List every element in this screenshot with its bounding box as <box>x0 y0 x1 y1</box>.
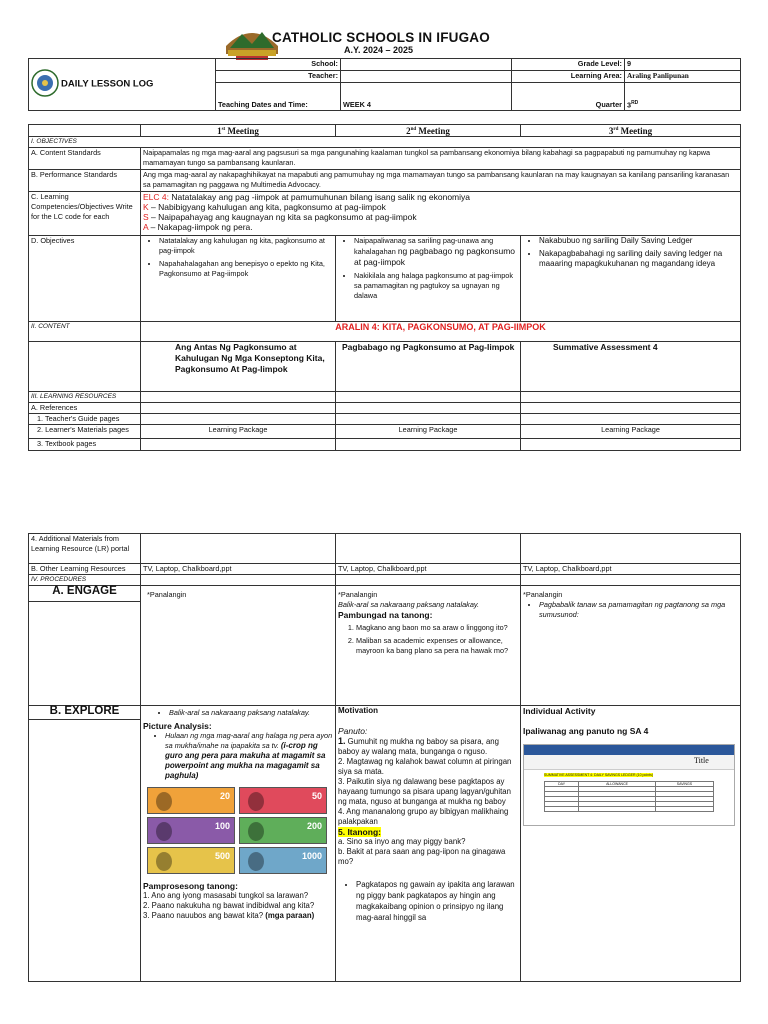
deped-seal-icon <box>31 69 59 100</box>
empty-cell <box>336 575 521 586</box>
engage-meeting-1: *Panalangin <box>141 586 336 706</box>
academic-year: A.Y. 2024 – 2025 <box>344 45 414 55</box>
lp-meeting-3: Learning Package <box>521 425 741 439</box>
learning-resources-label: III. LEARNING RESOURCES <box>29 392 141 403</box>
bill-value: 1000 <box>301 851 322 861</box>
peso-bill <box>147 817 235 844</box>
bill-portrait-icon <box>248 822 264 841</box>
bill-portrait-icon <box>156 792 172 811</box>
area-value: Araling Panlipunan <box>625 71 741 83</box>
objectives-meeting-2: • Naipapaliwanag sa sariling pag-unawa ang kahalagahan ng pagbabago ng pagkonsumo at pag-iimpok • Nakikilala ang halaga pagkonsumo at pag-iimpok sa pamamagitan ng pagtukoy sa ugnayan ng dalawa <box>336 236 521 322</box>
peso-bill <box>239 847 327 874</box>
empty-cell <box>336 403 521 414</box>
explore-heading: B. EXPLORE <box>29 706 141 720</box>
empty-cell <box>521 403 741 414</box>
lp-meeting-1: Learning Package <box>141 425 336 439</box>
explore-meeting-2: Motivation Panuto: 1. Gumuhit ng mukha ng baboy sa pisara, ang baboy ay walang mata, bunganga o nguso. 2. Magtawag ng kalahok bawat column at piringan siya sa mata. 3. Paikutin siya ng dalawang bese pagktapos ay hayaang tumungo sa pisara upang lagyan/guhitan ng mata, nguso at bunganga at mukha ng baboy 4. Ang mananalong grupo ay bibigyan malikhaing palakpakan 5. Itanong: a. Sino sa inyo ang may piggy bank? b. Bakit at para saan ang pag-iipon na ginagawa mo? • Pagkatapos ng gawain ay ipakita ang larawan ng piggy bank pagkatapos ay hingin ang magkakaibang opinion o prinsipyo ng ilang mag-aaral hinggil sa <box>336 706 521 982</box>
empty-cell <box>141 403 336 414</box>
topic-meeting-1: Ang Antas Ng Pagkonsumo at Kahulugan Ng Mga Konseptong Kita, Pagkonsumo At Pag-Iimpok <box>141 342 336 392</box>
header-info-table <box>28 58 741 111</box>
empty-cell <box>521 439 741 451</box>
peso-bill <box>147 847 235 874</box>
empty-cell <box>336 392 521 403</box>
topic-blank <box>29 342 141 392</box>
performance-standards-text: Ang mga mag-aaral ay nakapaghihikayat na mapabuti ang pamumuhay ng mga mamamayan tungo sa pambansang kaunlaran na may kaugnayan sa kanilang pansariling karanasan sa pamamagitan ng paggawa ng Multimedia Advocacy. <box>141 170 741 192</box>
empty-cell <box>141 534 336 564</box>
objectives-row: I. OBJECTIVES <box>29 137 741 148</box>
empty-cell <box>141 575 336 586</box>
objectives-meeting-3: • Nakabubuo ng sariling Daily Saving Ledger • Nakapagbabahagi ng sariling daily saving ledger na maaaring mapagkukuhanan ng magandang ideya <box>521 236 741 322</box>
peso-bills-image <box>147 787 327 877</box>
lp-meeting-2: Learning Package <box>336 425 521 439</box>
bill-portrait-icon <box>156 822 172 841</box>
empty-cell <box>29 720 141 982</box>
learners-materials-label: 2. Learner's Materials pages <box>29 425 141 439</box>
empty-cell <box>521 414 741 425</box>
bill-value: 100 <box>214 821 230 831</box>
empty-cell <box>521 392 741 403</box>
explore-meeting-3: Individual Activity Ipaliwanag ang panuto ng SA 4 Title SUMMATIVE ASSESSMENT 4: DAILY SAVINGS LEDGER (10 points) DAY ALLOWANCE SAVINGS <box>521 706 741 982</box>
bill-portrait-icon <box>156 852 172 871</box>
dates-label: Teaching Dates and Time: <box>216 83 341 111</box>
bill-value: 500 <box>214 851 230 861</box>
bill-portrait-icon <box>248 852 264 871</box>
school-label: School: <box>216 59 341 71</box>
area-label: Learning Area: <box>512 71 625 83</box>
lesson-table-page1 <box>28 124 741 451</box>
empty-cell <box>336 414 521 425</box>
quarter-value: 3RD <box>625 83 741 111</box>
bill-value: 50 <box>311 791 322 801</box>
competencies-label: C. Learning Competencies/Objectives Write for the LC code for each <box>29 192 141 236</box>
tv-meeting-3: TV, Laptop, Chalkboard,ppt <box>521 564 741 575</box>
bill-value: 200 <box>306 821 322 831</box>
content-standards-label: A. Content Standards <box>29 148 141 170</box>
teacher-value <box>341 71 512 83</box>
other-resources-label: B. Other Learning Resources <box>29 564 141 575</box>
explore-meeting-1: • Balik-aral sa nakaraang paksang natalakay. Picture Analysis: • Hulaan ng mga mag-aaral ang halaga ng pera ayon sa mukha/imahe na ipapakita sa tv. (i-crop ng guro ang pera para makuha at magamit sa powerpoint ang mukha na magagamit sa paghula) 20 50 100 200 500 1000 Pamprosesong tanong: 1. Ano ang iyong masasabi tungkol sa larawan? 2. Paano nakukuha ng bawat indibidwal ang kita? 3. Paano nauubos ang bawat kita? (mga paraan) <box>141 706 336 982</box>
empty-cell <box>336 439 521 451</box>
empty-cell <box>141 392 336 403</box>
empty-cell <box>141 414 336 425</box>
empty-cell <box>521 534 741 564</box>
objectives-label: D. Objectives <box>29 236 141 322</box>
bill-portrait-icon <box>248 792 264 811</box>
blank-corner <box>29 125 141 137</box>
engage-meeting-3: *Panalangin • Pagbabalik tanaw sa pamamagitan ng pagtanong sa mga sumusunod: <box>521 586 741 706</box>
week-value: WEEK 4 <box>341 83 512 111</box>
empty-cell <box>521 575 741 586</box>
content-standards-text: Naipapamalas ng mga mag-aaral ang pagsusuri sa mga pangunahing kaalaman tungkol sa pambansang ekonomiya bilang kabahagi sa pagpapabuti ng pamumuhay ng kapwa mamamayan tungo sa pambansang kaunlaran. <box>141 148 741 170</box>
content-label: II. CONTENT <box>29 322 141 342</box>
peso-bill <box>239 787 327 814</box>
engage-meeting-2: *Panalangin Balik-aral sa nakaraang paksang natalakay. Pambungad na tanong: 1. Magkano ang baon mo sa araw o linggong ito? 2. Maliban sa academic expenses or allowance, mayroon ka bang plano sa pera na hawak mo? <box>336 586 521 706</box>
performance-standards-label: B. Performance Standards <box>29 170 141 192</box>
peso-bill <box>239 817 327 844</box>
empty-cell <box>141 439 336 451</box>
engage-heading: A. ENGAGE <box>29 586 141 602</box>
grade-value: 9 <box>625 59 741 71</box>
empty-cell <box>336 534 521 564</box>
empty-cell <box>29 602 141 706</box>
additional-materials-label: 4. Additional Materials from Learning Resource (LR) portal <box>29 534 141 564</box>
school-title: CATHOLIC SCHOOLS IN IFUGAO <box>272 30 490 45</box>
meeting-3-header: 3rd Meeting <box>521 125 741 137</box>
assessment-screenshot: Title SUMMATIVE ASSESSMENT 4: DAILY SAVINGS LEDGER (10 points) DAY ALLOWANCE SAVINGS <box>523 744 735 826</box>
savings-ledger-table: DAY ALLOWANCE SAVINGS <box>544 781 714 812</box>
tv-meeting-2: TV, Laptop, Chalkboard,ppt <box>336 564 521 575</box>
objectives-meeting-1: • Natatalakay ang kahulugan ng kita, pagkonsumo at pag-iimpok • Napahahalagahan ang benepisyo o epekto ng Kita, Pagkonsumo at Pag-iimpok <box>141 236 336 322</box>
procedures-label: IV. PROCEDURES <box>29 575 141 586</box>
meeting-1-header: 1st Meeting <box>141 125 336 137</box>
topic-meeting-2: Pagbabago ng Pagkonsumo at Pag-Iimpok <box>336 342 521 392</box>
lesson-table-page2 <box>28 533 741 982</box>
competencies-text: ELC 4: Natatalakay ang pag -iimpok at pamumuhunan bilang isang salik ng ekonomiya K – Nabibigyang kahulugan ang kita, pagkonsumo at pag-iimpok S – Naipapahayag ang kaugnayan ng kita sa pagkonsumo at pag-iimpok A – Nakapag-iimpok ng pera. <box>141 192 741 236</box>
bill-value: 20 <box>219 791 230 801</box>
school-value <box>341 59 512 71</box>
references-label: A. References <box>29 403 141 414</box>
teachers-guide-label: 1. Teacher's Guide pages <box>29 414 141 425</box>
tv-meeting-1: TV, Laptop, Chalkboard,ppt <box>141 564 336 575</box>
peso-bill <box>147 787 235 814</box>
meeting-2-header: 2nd Meeting <box>336 125 521 137</box>
quarter-label: Quarter <box>512 83 625 111</box>
aralin-title: ARALIN 4: KITA, PAGKONSUMO, AT PAG-IIMPOK <box>141 322 741 342</box>
log-title-cell <box>29 59 216 111</box>
teacher-label: Teacher: <box>216 71 341 83</box>
grade-label: Grade Level: <box>512 59 625 71</box>
textbook-label: 3. Textbook pages <box>29 439 141 451</box>
daily-lesson-log-title: DAILY LESSON LOG <box>61 78 154 90</box>
topic-meeting-3: Summative Assessment 4 <box>521 342 741 392</box>
